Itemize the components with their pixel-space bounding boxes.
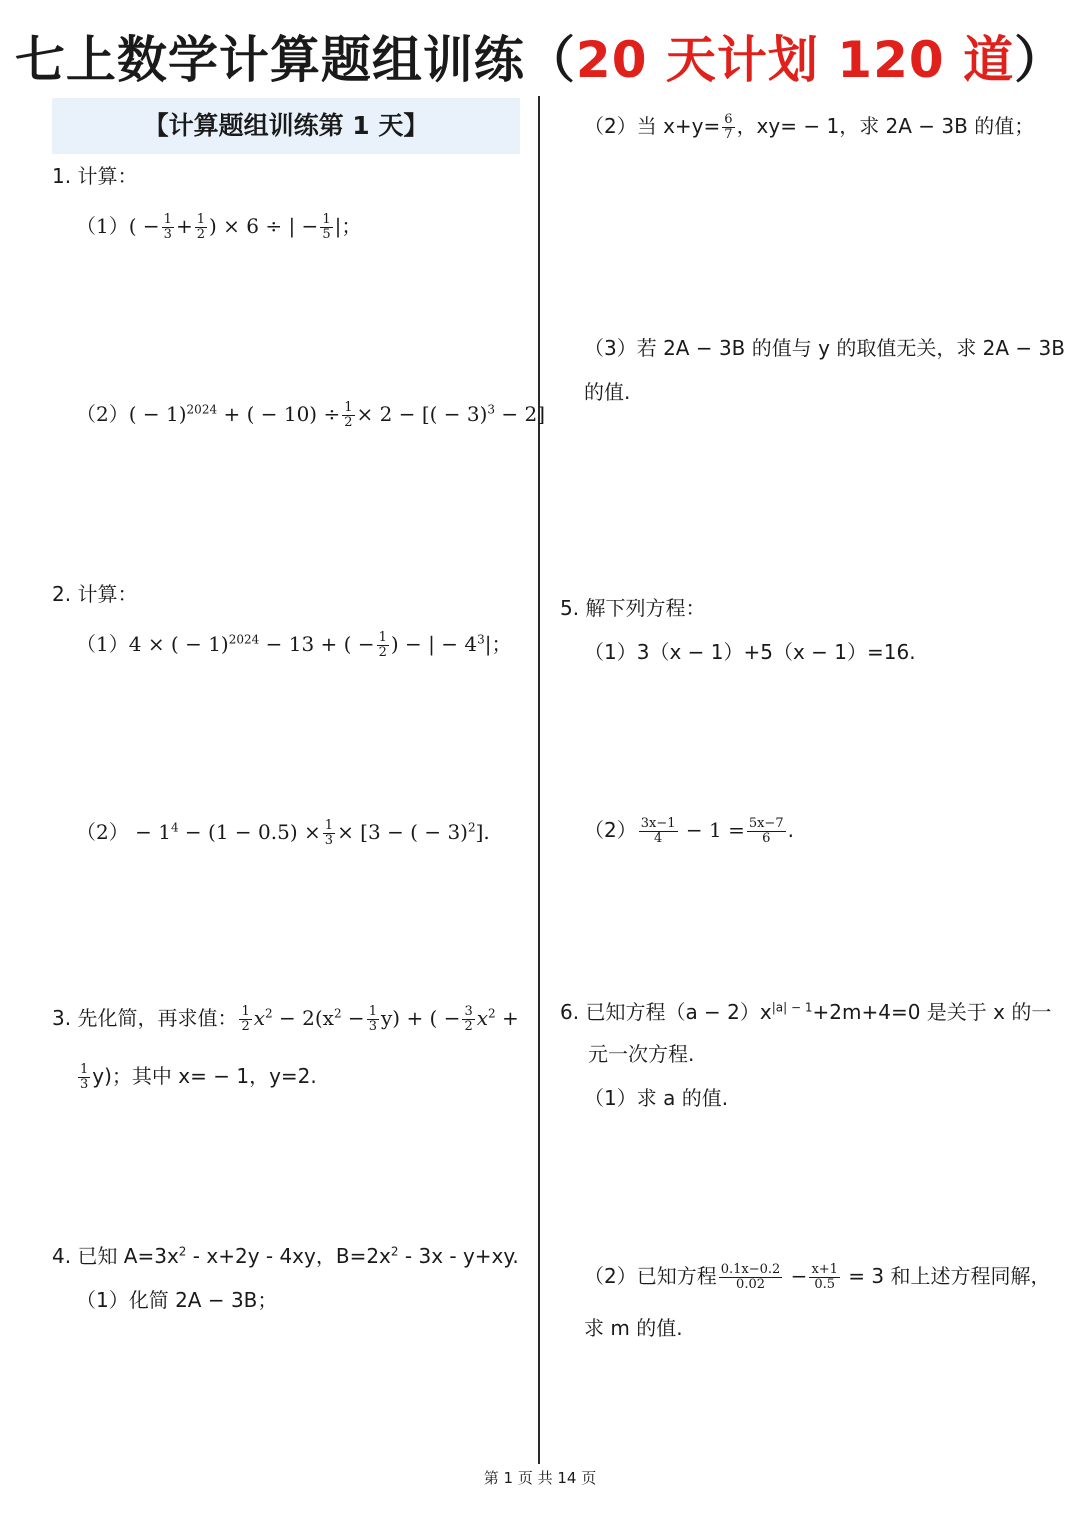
q5-part1: （1）3（x − 1）+5（x − 1）=16. [584, 640, 916, 664]
q2-part1: （1）4 × ( − 1)$^{2024}$ − 13 + ( − $\frac{1}{2}$ ) − | − $4^3|$； [76, 630, 512, 660]
q4-part2: （2）当 x+y= $\frac{6}{7}$ ，xy= − 1，求 2A − 3B 的值； [584, 112, 1035, 142]
q2-part2: $(2) - 1^4 - (1 - 0.5)$ × $\frac{1}{3}$ × [3 − ( − 3)$^2$]. [76, 818, 490, 848]
q6-part1: （1）求 a 的值. [584, 1086, 729, 1110]
q4-part3-line2: 的值. [584, 380, 631, 404]
q4-statement: 4. 已知 $A=3x^2 - x+2y - 4xy$，$B=2x^2 - 3x - y+xy$. [52, 1244, 519, 1268]
q6-part2-line2: 求 m 的值. [584, 1316, 683, 1340]
q3-line2: $\frac{1}{3}$ y)；其中 x= − 1，y=2. [80, 1062, 317, 1092]
title-highlight: 20 天计划 120 道 [575, 31, 1015, 89]
day-banner: 【计算题组训练第 1 天】 [52, 98, 520, 154]
q1-part2: $(2)( - 1)^{2024}$ + ( − 10) ÷ $\frac{1}{2}$ × 2 − [( − 3)$^3$ − 2] [76, 400, 546, 430]
q1-label: 1. 计算： [52, 164, 138, 188]
q1-part1: （1）( − $\frac{1}{3}$ + $\frac{1}{2}$ ) × 6 ÷ | − $\frac{1}{5}$ |； [76, 212, 362, 242]
q2-label: 2. 计算： [52, 582, 138, 606]
q4-part3-line1: （3）若 2A − 3B 的值与 y 的取值无关，求 2A − 3B [584, 336, 1065, 360]
q6-line1: 6. 已知方程$(a - 2)x^{|a| - 1}+2m+4=0$ 是关于 x 的一 [560, 1000, 1052, 1024]
q6-line2: 元一次方程. [588, 1042, 695, 1066]
column-divider [538, 96, 540, 1464]
q6-part2: （2）已知方程 $\frac{0.1x-0.2}{0.02}$ − $\frac{x+1}{0.5}$ = 3 和上述方程同解， [584, 1262, 1051, 1292]
q3-line1: 3. 先化简，再求值： $\frac{1}{2}$ $x^2 - 2(x^2$ − $\frac{1}{3}$ y) + ( − $\frac{3}{2}$ $x^2$ + [52, 1004, 519, 1034]
q5-part2: （2） $\frac{3x-1}{4}$ − 1 = $\frac{5x-7}{6}$ . [584, 816, 794, 846]
q5-label: 5. 解下列方程： [560, 596, 706, 620]
page-title: 七上数学计算题组训练（20 天计划 120 道） [14, 31, 1066, 89]
q4-part1: （1）化简 2A − 3B； [76, 1288, 278, 1312]
page-footer: 第 1 页 共 14 页 [483, 1469, 597, 1487]
